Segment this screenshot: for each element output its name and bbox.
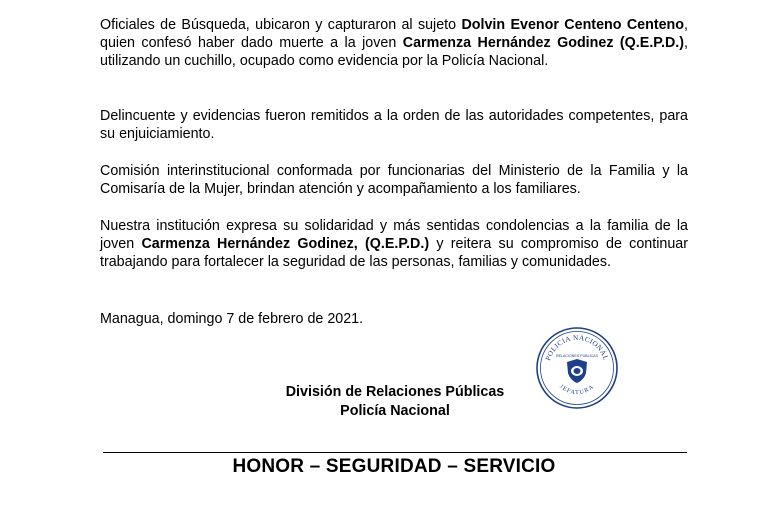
paragraph-commission: Comisión interinstitucional conformada por funcionarias del Ministerio de la Familia y la Comisaría de la Mujer, brindan atención y acompañamiento a los familiares. (100, 163, 688, 198)
paragraph-text: Nuestra institución expresa su solidaridad y más sentidas condolencias a la familia de la joven (100, 218, 688, 253)
paragraph-condolences (100, 217, 688, 272)
suspect-name: Dolvin Evenor Centeno Centeno (461, 17, 685, 33)
signature-division: División de Relaciones Públicas (285, 384, 505, 400)
svg-text:RELACIONES PUBLICAS: RELACIONES PUBLICAS (556, 354, 598, 358)
svg-text:JEFATURA: JEFATURA (558, 383, 596, 397)
paragraph-text: , utilizando un cuchillo, ocupado como evidencia por la Policía Nacional. (100, 35, 688, 70)
victim-name: Carmenza Hernández Godinez (Q.E.P.D.) (402, 35, 685, 52)
paragraph-text: Oficiales de Búsqueda, ubicaron y capturaron al sujeto (100, 17, 462, 33)
footer-divider (103, 452, 687, 453)
dateline: Managua, domingo 7 de febrero de 2021. (100, 311, 364, 327)
paragraph-remitted: Delincuente y evidencias fueron remitidos a la orden de las autoridades competentes, para su enjuiciamiento. (100, 108, 688, 143)
paragraph-text: y reitera su compromiso de continuar trabajando para fortalecer la seguridad de las personas, familias y comunidades. (100, 236, 688, 271)
signature-institution: Policía Nacional (340, 402, 450, 419)
institutional-motto: HONOR – SEGURIDAD – SERVICIO (232, 456, 556, 477)
paragraph-text: , quien confesó haber dado muerte a la joven (100, 17, 688, 52)
paragraph-capture (100, 16, 688, 71)
svg-text:POLICIA NACIONAL: POLICIA NACIONAL (544, 333, 610, 362)
signature-block (200, 383, 590, 420)
victim-name: Carmenza Hernández Godinez, (Q.E.P.D.) (141, 236, 430, 253)
